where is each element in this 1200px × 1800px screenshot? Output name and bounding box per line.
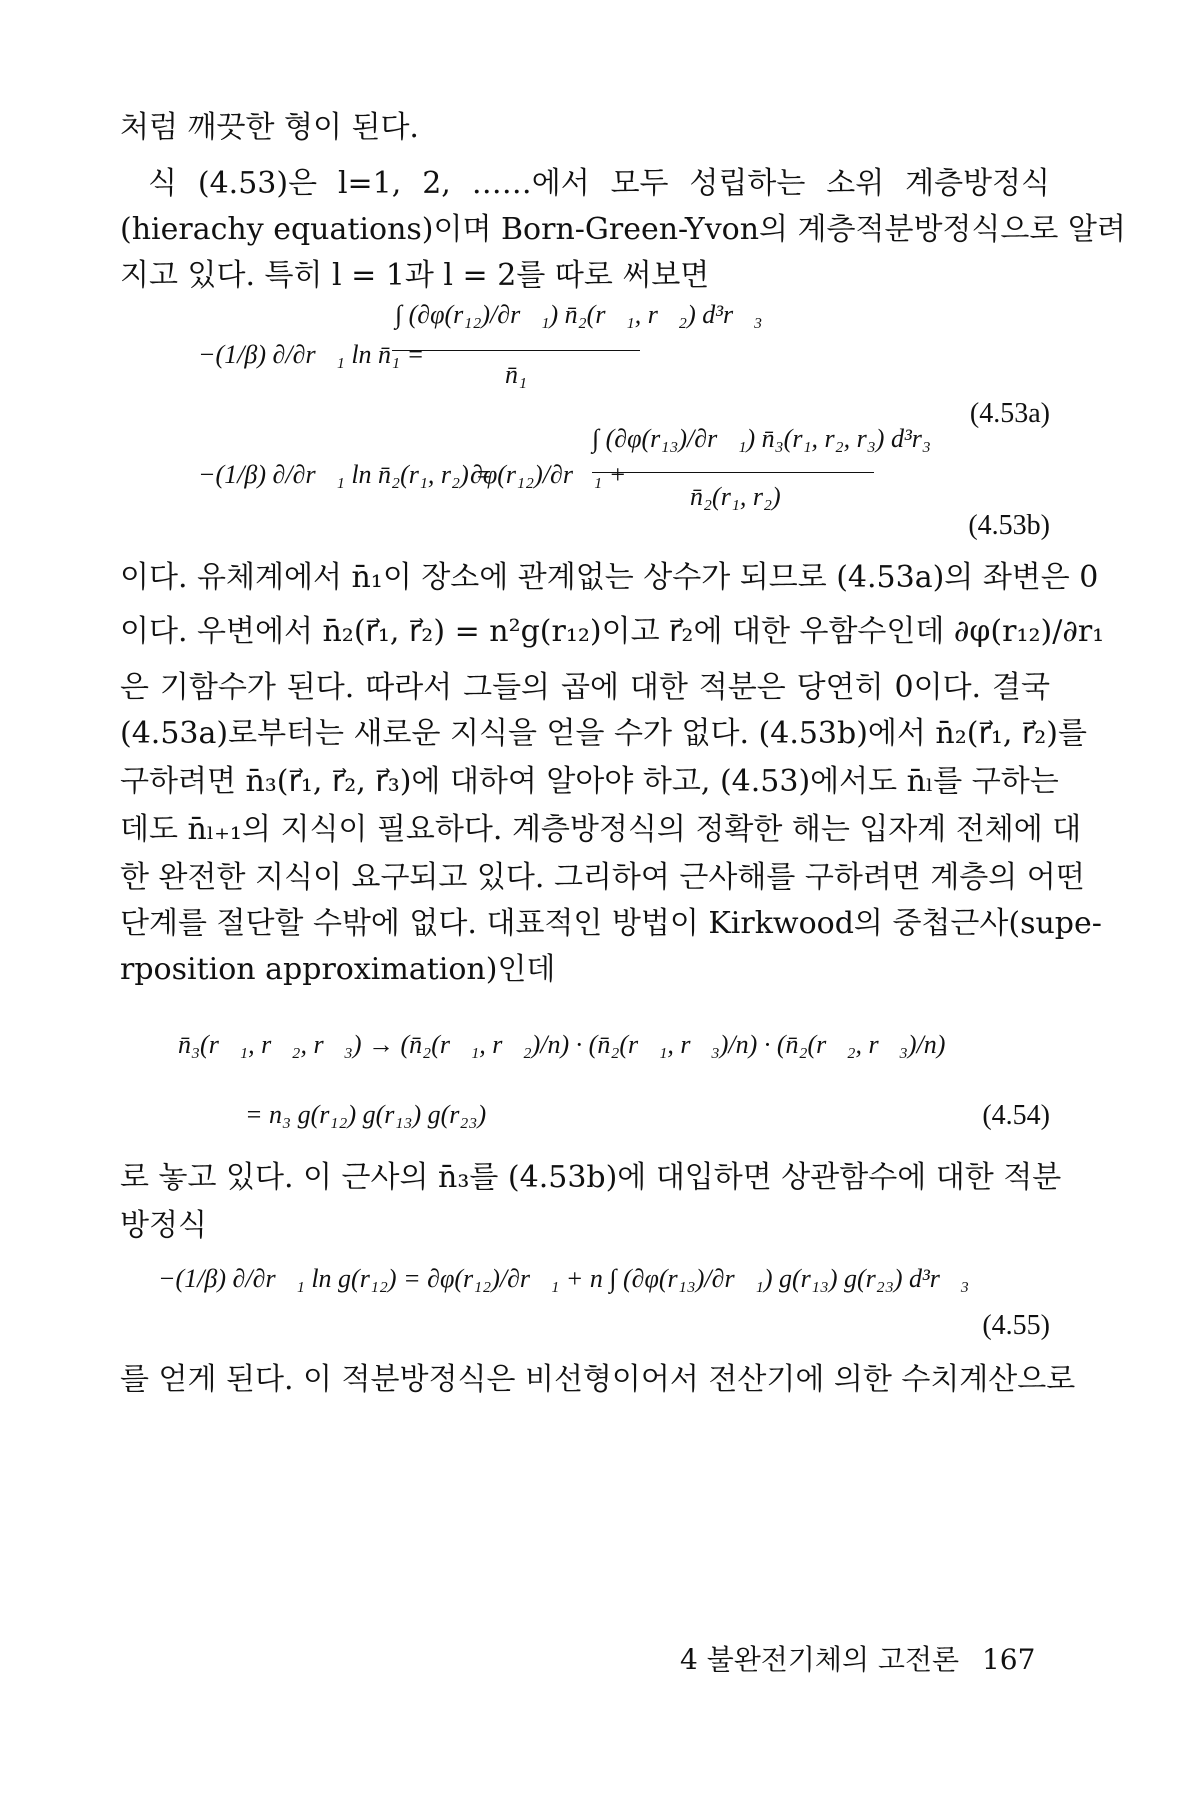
text-line: 이다. 유체계에서 n̄₁이 장소에 관계없는 상수가 되므로 (4.53a)의 좌변은 0 xyxy=(120,560,1099,595)
equation-label: (4.54) xyxy=(982,1100,1050,1131)
text-line: 지고 있다. 특히 l = 1과 l = 2를 따로 써보면 xyxy=(120,258,710,293)
text-line: 데도 n̄ₗ₊₁의 지식이 필요하다. 계층방정식의 정확한 해는 입자계 전체에 대 xyxy=(120,812,1082,847)
fraction-bar xyxy=(392,350,640,351)
equation-lhs: −(1/β) ∂/∂r⃗₁ ln n̄₁ = xyxy=(198,340,425,369)
text-line: rposition approximation)인데 xyxy=(120,952,556,987)
equation-label: (4.53b) xyxy=(968,510,1050,541)
text-line: 처럼 깨끗한 형이 된다. xyxy=(120,110,419,145)
equation-label: (4.53a) xyxy=(969,398,1050,429)
page-number: 167 xyxy=(981,1643,1036,1676)
equation-numerator: ∫ (∂φ(r₁₂)/∂r⃗₁) n̄₂(r⃗₁, r⃗₂) d³r⃗₃ xyxy=(395,300,763,329)
page-footer xyxy=(680,1638,1035,1678)
text-line: 식 (4.53)은 l=1, 2, ……에서 모두 성립하는 소위 계층방정식 xyxy=(148,166,1050,201)
text-line: 한 완전한 지식이 요구되고 있다. 그리하여 근사해를 구하려면 계층의 어떤 xyxy=(120,860,1085,895)
text-line: 방정식 xyxy=(120,1208,207,1243)
text-line: 단계를 절단할 수밖에 없다. 대표적인 방법이 Kirkwood의 중첩근사(supe- xyxy=(120,906,1102,941)
text-line: 이다. 우변에서 n̄₂(r⃗₁, r⃗₂) = n²g(r₁₂)이고 r⃗₂에 대한 우함수인데 ∂φ(r₁₂)/∂r₁ xyxy=(120,614,1105,649)
equation-line: n̄₃(r⃗₁, r⃗₂, r⃗₃) → (n̄₂(r⃗₁, r⃗₂)/n) · (n̄₂(r⃗₁, r⃗₃)/n) · (n̄₂(r⃗₂, r⃗₃)/n) xyxy=(178,1030,946,1059)
equation-denominator: n̄₁ xyxy=(505,360,528,389)
equation-term: ∂φ(r₁₂)/∂r⃗₁ + xyxy=(470,460,627,489)
equation-line: = n₃ g(r₁₂) g(r₁₃) g(r₂₃) xyxy=(245,1100,487,1129)
running-head: 4 불완전기체의 고전론 xyxy=(680,1643,960,1676)
text-line: 로 놓고 있다. 이 근사의 n̄₃를 (4.53b)에 대입하면 상관함수에 대한 적분 xyxy=(120,1160,1062,1195)
text-line: 를 얻게 된다. 이 적분방정식은 비선형이어서 전산기에 의한 수치계산으로 xyxy=(120,1362,1076,1397)
fraction-bar xyxy=(592,472,874,473)
equation-label: (4.55) xyxy=(982,1310,1050,1341)
equation-numerator: ∫ (∂φ(r₁₃)/∂r⃗₁) n̄₃(r₁, r₂, r₃) d³r₃ xyxy=(592,424,931,453)
equation-denominator: n̄₂(r₁, r₂) xyxy=(690,482,781,511)
text-line: 구하려면 n̄₃(r⃗₁, r⃗₂, r⃗₃)에 대하여 알아야 하고, (4.53)에서도 n̄ₗ를 구하는 xyxy=(120,764,1059,799)
text-line: 은 기함수가 된다. 따라서 그들의 곱에 대한 적분은 당연히 0이다. 결국 xyxy=(120,670,1050,705)
equation-line: −(1/β) ∂/∂r⃗₁ ln g(r₁₂) = ∂φ(r₁₂)/∂r⃗₁ + n ∫ (∂φ(r₁₃)/∂r⃗₁) g(r₁₃) g(r₂₃) d³r⃗₃ xyxy=(158,1264,970,1293)
text-line: (hierachy equations)이며 Born-Green-Yvon의 계층적분방정식으로 알려 xyxy=(120,212,1126,247)
text-line: (4.53a)로부터는 새로운 지식을 얻을 수가 없다. (4.53b)에서 n̄₂(r⃗₁, r⃗₂)를 xyxy=(120,716,1087,751)
equation-lhs: −(1/β) ∂/∂r⃗₁ ln n̄₂(r₁, r₂) = xyxy=(198,460,493,489)
